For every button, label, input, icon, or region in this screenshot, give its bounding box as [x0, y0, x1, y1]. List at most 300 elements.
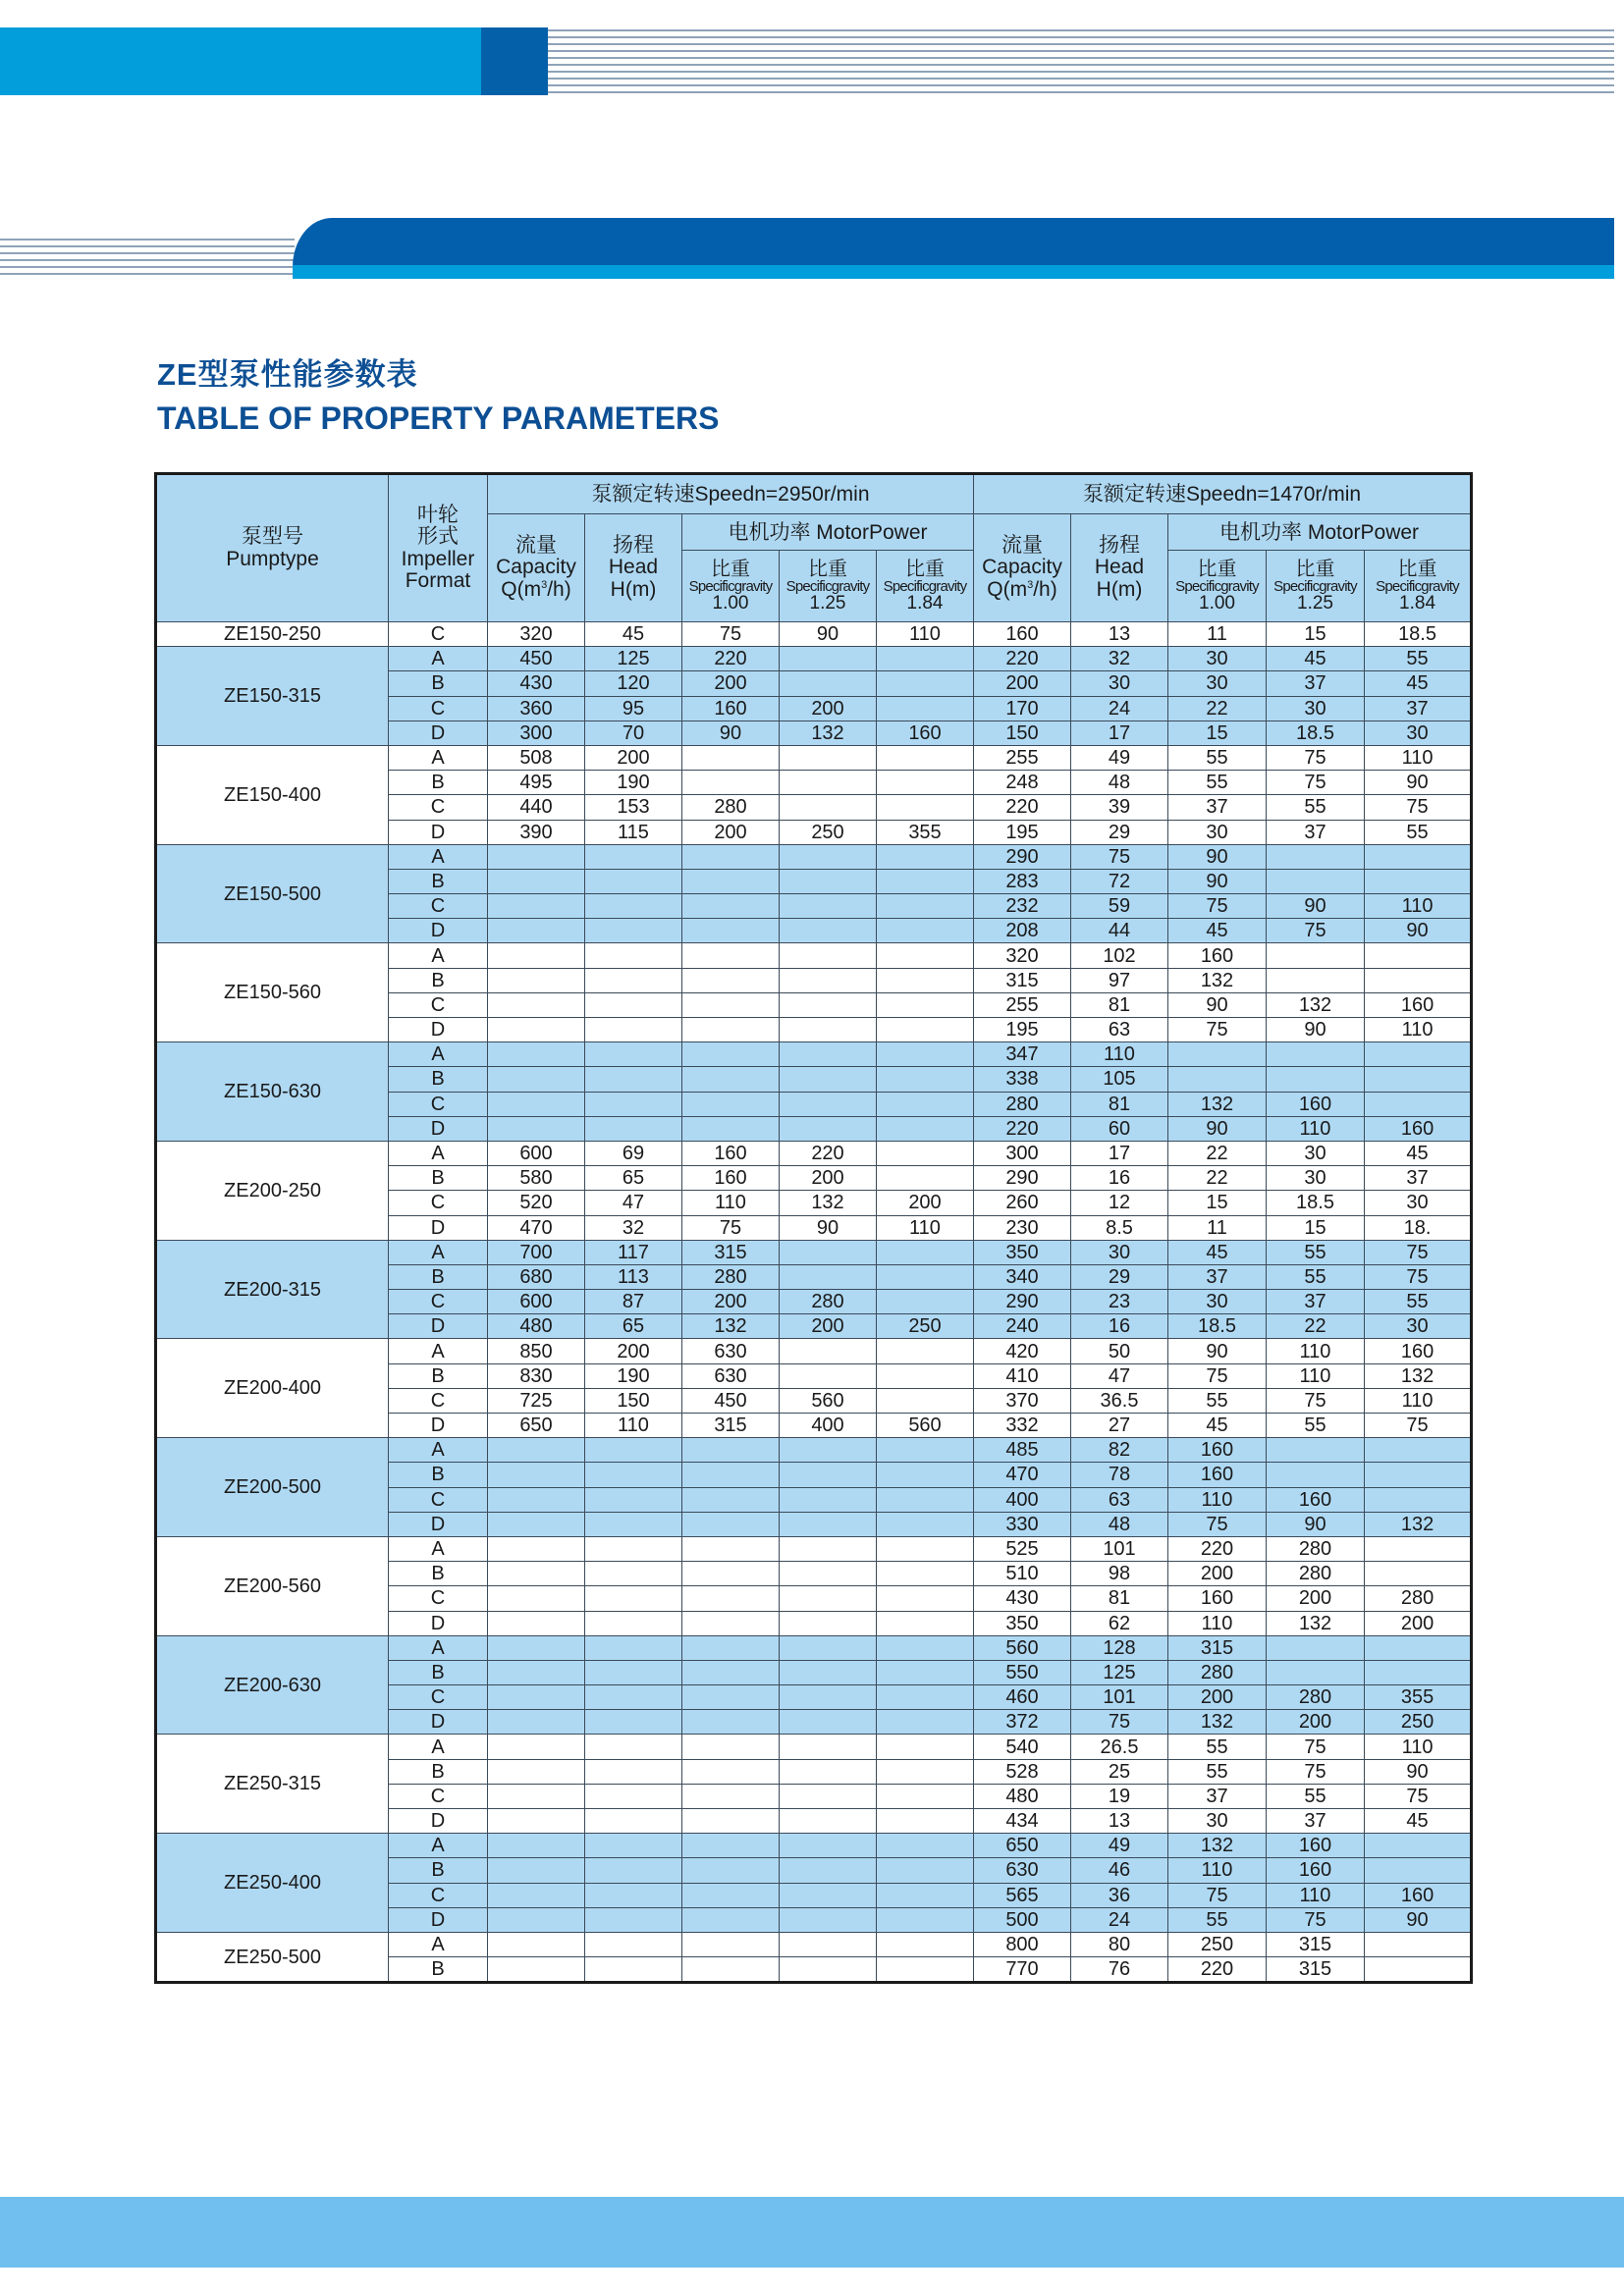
value-cell-p2b: 75	[1267, 1907, 1365, 1932]
value-cell-p1a: 280	[682, 795, 780, 820]
value-cell-p1c	[877, 696, 974, 721]
value-cell-q2: 370	[974, 1388, 1071, 1413]
value-cell-p2c: 200	[1365, 1611, 1472, 1635]
value-cell-q2: 232	[974, 894, 1071, 919]
value-cell-h1	[585, 1685, 682, 1710]
value-cell-h2: 32	[1071, 647, 1168, 671]
impeller-format-cell: C	[389, 1290, 488, 1314]
impeller-format-cell: A	[389, 1240, 488, 1264]
value-cell-p2b: 18.5	[1267, 721, 1365, 745]
value-cell-q2: 400	[974, 1487, 1071, 1512]
value-cell-p2b: 315	[1267, 1932, 1365, 1956]
value-cell-p2a: 18.5	[1168, 1314, 1267, 1339]
value-cell-h2: 81	[1071, 1586, 1168, 1611]
impeller-format-cell: B	[389, 1067, 488, 1092]
value-cell-h2: 80	[1071, 1932, 1168, 1956]
value-cell-h1	[585, 1067, 682, 1092]
value-cell-p2b: 22	[1267, 1314, 1365, 1339]
value-cell-p2b	[1267, 1042, 1365, 1067]
value-cell-p1a	[682, 1834, 780, 1858]
value-cell-p2b: 37	[1267, 1290, 1365, 1314]
value-cell-p1a	[682, 1635, 780, 1660]
value-cell-p2c: 160	[1365, 1883, 1472, 1907]
value-cell-q1	[488, 1635, 585, 1660]
value-cell-p1c	[877, 1092, 974, 1116]
value-cell-q1	[488, 992, 585, 1017]
value-cell-h1: 70	[585, 721, 682, 745]
value-cell-p1c	[877, 771, 974, 795]
header-sg-2950-3: 比重 Specificgravity 1.84	[877, 551, 974, 622]
value-cell-p2c	[1365, 1635, 1472, 1660]
impeller-format-cell: B	[389, 1264, 488, 1289]
value-cell-h2: 78	[1071, 1463, 1168, 1487]
value-cell-p1b	[780, 1784, 877, 1808]
value-cell-h2: 16	[1071, 1166, 1168, 1191]
value-cell-h1: 153	[585, 795, 682, 820]
value-cell-p1a	[682, 844, 780, 869]
value-cell-q2: 290	[974, 1166, 1071, 1191]
value-cell-p2b	[1267, 1463, 1365, 1487]
impeller-format-cell: B	[389, 1957, 488, 1983]
property-parameters-table	[154, 472, 1473, 1984]
value-cell-p1b	[780, 869, 877, 893]
value-cell-q2: 195	[974, 820, 1071, 844]
value-cell-p1b: 132	[780, 721, 877, 745]
value-cell-q1: 600	[488, 1141, 585, 1165]
value-cell-p1a	[682, 1883, 780, 1907]
value-cell-h2: 97	[1071, 968, 1168, 992]
value-cell-p1a	[682, 1018, 780, 1042]
value-cell-p2a: 37	[1168, 1264, 1267, 1289]
impeller-format-cell: D	[389, 721, 488, 745]
value-cell-h2: 13	[1071, 1809, 1168, 1834]
header-sg-2950-2: 比重 Specificgravity 1.25	[780, 551, 877, 622]
value-cell-q2: 560	[974, 1635, 1071, 1660]
value-cell-p1c	[877, 1487, 974, 1512]
value-cell-q1	[488, 1512, 585, 1536]
value-cell-h1: 110	[585, 1414, 682, 1438]
value-cell-q1	[488, 919, 585, 943]
value-cell-q1: 650	[488, 1414, 585, 1438]
value-cell-h2: 17	[1071, 1141, 1168, 1165]
value-cell-p2c: 45	[1365, 1141, 1472, 1165]
value-cell-q1	[488, 1042, 585, 1067]
value-cell-h1: 32	[585, 1215, 682, 1240]
value-cell-q2: 460	[974, 1685, 1071, 1710]
value-cell-p1a	[682, 1932, 780, 1956]
value-cell-p1c	[877, 1562, 974, 1586]
value-cell-p2b: 280	[1267, 1562, 1365, 1586]
value-cell-p1a: 630	[682, 1339, 780, 1363]
value-cell-p2b: 55	[1267, 1264, 1365, 1289]
value-cell-p2a: 22	[1168, 696, 1267, 721]
value-cell-p2b: 200	[1267, 1586, 1365, 1611]
value-cell-p1b	[780, 795, 877, 820]
value-cell-q2: 300	[974, 1141, 1071, 1165]
value-cell-p1a: 200	[682, 820, 780, 844]
value-cell-p1a	[682, 1710, 780, 1735]
value-cell-p2b: 75	[1267, 1388, 1365, 1413]
impeller-format-cell: C	[389, 1883, 488, 1907]
value-cell-p2c: 132	[1365, 1363, 1472, 1388]
value-cell-p2b	[1267, 1067, 1365, 1092]
value-cell-q2: 283	[974, 869, 1071, 893]
header-banner-light	[0, 27, 481, 95]
value-cell-p1a	[682, 1660, 780, 1684]
value-cell-p1c: 110	[877, 622, 974, 647]
value-cell-p2b: 30	[1267, 1166, 1365, 1191]
value-cell-p1a: 630	[682, 1363, 780, 1388]
value-cell-p2b: 37	[1267, 820, 1365, 844]
value-cell-p2c	[1365, 943, 1472, 968]
value-cell-p2b: 75	[1267, 1759, 1365, 1784]
pump-model-cell: ZE250-315	[156, 1735, 389, 1834]
value-cell-p1b	[780, 1883, 877, 1907]
header-sg-1470-3: 比重 Specificgravity 1.84	[1365, 551, 1472, 622]
value-cell-q1	[488, 1536, 585, 1561]
value-cell-q2: 565	[974, 1883, 1071, 1907]
value-cell-p1a	[682, 1611, 780, 1635]
value-cell-h1	[585, 1586, 682, 1611]
value-cell-p2b: 110	[1267, 1883, 1365, 1907]
value-cell-p1c	[877, 1463, 974, 1487]
value-cell-p1a: 160	[682, 696, 780, 721]
value-cell-p2b	[1267, 869, 1365, 893]
value-cell-h2: 39	[1071, 795, 1168, 820]
header-motorpower-2950: 电机功率 MotorPower	[682, 514, 974, 551]
value-cell-p2b: 280	[1267, 1536, 1365, 1561]
value-cell-p2a: 110	[1168, 1611, 1267, 1635]
impeller-format-cell: D	[389, 1215, 488, 1240]
header-speed-1470: 泵额定转速Speedn=1470r/min	[974, 474, 1472, 514]
table-row	[156, 1339, 1472, 1363]
value-cell-q1: 680	[488, 1264, 585, 1289]
impeller-format-cell: B	[389, 771, 488, 795]
value-cell-p2b: 315	[1267, 1957, 1365, 1983]
impeller-format-cell: B	[389, 1363, 488, 1388]
value-cell-q1	[488, 1018, 585, 1042]
value-cell-h2: 82	[1071, 1438, 1168, 1463]
value-cell-h2: 29	[1071, 820, 1168, 844]
value-cell-p2c	[1365, 1957, 1472, 1983]
value-cell-p1a	[682, 1735, 780, 1759]
value-cell-h2: 26.5	[1071, 1735, 1168, 1759]
value-cell-p1c	[877, 1438, 974, 1463]
value-cell-p2b: 15	[1267, 1215, 1365, 1240]
value-cell-h1	[585, 1932, 682, 1956]
value-cell-p2b: 18.5	[1267, 1191, 1365, 1215]
value-cell-h2: 60	[1071, 1116, 1168, 1141]
value-cell-p1b	[780, 1512, 877, 1536]
value-cell-q1	[488, 869, 585, 893]
value-cell-h1: 117	[585, 1240, 682, 1264]
value-cell-p1a	[682, 1562, 780, 1586]
value-cell-h1	[585, 1463, 682, 1487]
value-cell-p2c	[1365, 844, 1472, 869]
header-stripes	[548, 29, 1614, 94]
value-cell-p2a: 45	[1168, 1240, 1267, 1264]
value-cell-p1b	[780, 1957, 877, 1983]
value-cell-h2: 72	[1071, 869, 1168, 893]
value-cell-q1	[488, 1784, 585, 1808]
value-cell-q1	[488, 1463, 585, 1487]
value-cell-p2a: 75	[1168, 1883, 1267, 1907]
impeller-format-cell: D	[389, 1512, 488, 1536]
value-cell-h2: 17	[1071, 721, 1168, 745]
pump-model-cell: ZE200-560	[156, 1536, 389, 1635]
header-head-2950: 扬程 Head H(m)	[585, 514, 682, 622]
value-cell-p1b	[780, 1858, 877, 1883]
table-row	[156, 1240, 1472, 1264]
value-cell-p1b	[780, 1759, 877, 1784]
value-cell-q2: 220	[974, 647, 1071, 671]
value-cell-p2a: 200	[1168, 1562, 1267, 1586]
value-cell-p2a: 132	[1168, 1092, 1267, 1116]
section-band-light	[293, 265, 1614, 279]
value-cell-p2c: 90	[1365, 771, 1472, 795]
value-cell-q2: 332	[974, 1414, 1071, 1438]
value-cell-h1	[585, 1858, 682, 1883]
value-cell-p2c: 355	[1365, 1685, 1472, 1710]
value-cell-q2: 315	[974, 968, 1071, 992]
value-cell-p2a: 55	[1168, 1907, 1267, 1932]
value-cell-p2a: 220	[1168, 1957, 1267, 1983]
value-cell-h2: 76	[1071, 1957, 1168, 1983]
value-cell-p1b	[780, 894, 877, 919]
value-cell-h2: 24	[1071, 1907, 1168, 1932]
value-cell-p2c	[1365, 968, 1472, 992]
page-title-cn: ZE型泵性能参数表	[157, 357, 418, 392]
impeller-format-cell: D	[389, 1809, 488, 1834]
value-cell-h1	[585, 869, 682, 893]
value-cell-h1: 200	[585, 745, 682, 770]
value-cell-p1b	[780, 943, 877, 968]
value-cell-h1	[585, 1438, 682, 1463]
value-cell-p1c	[877, 943, 974, 968]
impeller-format-cell: A	[389, 1932, 488, 1956]
value-cell-p2b: 132	[1267, 1611, 1365, 1635]
value-cell-p1a: 132	[682, 1314, 780, 1339]
value-cell-q1	[488, 1759, 585, 1784]
value-cell-p2a: 90	[1168, 869, 1267, 893]
value-cell-p1b	[780, 919, 877, 943]
pump-model-cell: ZE250-400	[156, 1834, 389, 1933]
value-cell-p1c	[877, 1339, 974, 1363]
value-cell-p1c	[877, 1290, 974, 1314]
pump-model-cell: ZE200-315	[156, 1240, 389, 1339]
value-cell-q1	[488, 1957, 585, 1983]
value-cell-p2a: 160	[1168, 1586, 1267, 1611]
value-cell-p1b	[780, 1240, 877, 1264]
impeller-format-cell: B	[389, 1166, 488, 1191]
table-row	[156, 647, 1472, 671]
value-cell-q1	[488, 1586, 585, 1611]
header-banner-dark	[481, 27, 548, 95]
value-cell-p1a	[682, 1858, 780, 1883]
value-cell-q2: 195	[974, 1018, 1071, 1042]
value-cell-p2a: 315	[1168, 1635, 1267, 1660]
value-cell-h2: 101	[1071, 1685, 1168, 1710]
pump-model-cell: ZE200-630	[156, 1635, 389, 1735]
header-impeller: 叶轮 形式 Impeller Format	[389, 474, 488, 622]
value-cell-p2a: 15	[1168, 721, 1267, 745]
value-cell-q2: 170	[974, 696, 1071, 721]
value-cell-p1a	[682, 1536, 780, 1561]
value-cell-p2a: 90	[1168, 992, 1267, 1017]
value-cell-h1	[585, 1883, 682, 1907]
value-cell-h2: 105	[1071, 1067, 1168, 1092]
value-cell-p1a	[682, 1067, 780, 1092]
value-cell-q2: 430	[974, 1586, 1071, 1611]
impeller-format-cell: D	[389, 1314, 488, 1339]
value-cell-p1b	[780, 1660, 877, 1684]
impeller-format-cell: A	[389, 1834, 488, 1858]
value-cell-p2c	[1365, 1092, 1472, 1116]
value-cell-p1b	[780, 1586, 877, 1611]
value-cell-q2: 230	[974, 1215, 1071, 1240]
value-cell-h2: 125	[1071, 1660, 1168, 1684]
value-cell-p2a: 132	[1168, 968, 1267, 992]
value-cell-q1	[488, 1932, 585, 1956]
value-cell-h2: 24	[1071, 696, 1168, 721]
impeller-format-cell: A	[389, 647, 488, 671]
impeller-format-cell: C	[389, 622, 488, 647]
value-cell-p2b	[1267, 968, 1365, 992]
value-cell-p1a: 315	[682, 1414, 780, 1438]
header-motorpower-1470: 电机功率 MotorPower	[1168, 514, 1472, 551]
value-cell-p1c	[877, 1363, 974, 1388]
value-cell-p2b	[1267, 1438, 1365, 1463]
value-cell-q2: 248	[974, 771, 1071, 795]
value-cell-p1c	[877, 1834, 974, 1858]
header-capacity-1470: 流量 Capacity $Q(m^3/h)$	[974, 514, 1071, 622]
value-cell-p2c: 90	[1365, 1759, 1472, 1784]
value-cell-p1a: 200	[682, 1290, 780, 1314]
value-cell-p1c	[877, 1512, 974, 1536]
impeller-format-cell: B	[389, 671, 488, 696]
value-cell-p2a: 55	[1168, 771, 1267, 795]
value-cell-q2: 510	[974, 1562, 1071, 1586]
value-cell-h1: 190	[585, 771, 682, 795]
value-cell-h2: 75	[1071, 844, 1168, 869]
value-cell-p1c	[877, 1907, 974, 1932]
value-cell-p1b	[780, 647, 877, 671]
value-cell-p2a: 37	[1168, 1784, 1267, 1808]
value-cell-p1a	[682, 1116, 780, 1141]
value-cell-p2a: 200	[1168, 1685, 1267, 1710]
value-cell-p2b: 90	[1267, 1018, 1365, 1042]
value-cell-p2c: 90	[1365, 919, 1472, 943]
value-cell-q1: 430	[488, 671, 585, 696]
value-cell-p1a	[682, 869, 780, 893]
value-cell-p1a	[682, 1685, 780, 1710]
value-cell-p2b	[1267, 844, 1365, 869]
value-cell-h1: 47	[585, 1191, 682, 1215]
value-cell-p1c	[877, 671, 974, 696]
header-sg-1470-2: 比重 Specificgravity 1.25	[1267, 551, 1365, 622]
value-cell-p2a: 30	[1168, 1290, 1267, 1314]
value-cell-p2a: 132	[1168, 1710, 1267, 1735]
impeller-format-cell: C	[389, 795, 488, 820]
value-cell-p1a	[682, 1512, 780, 1536]
value-cell-h2: 12	[1071, 1191, 1168, 1215]
value-cell-q2: 500	[974, 1907, 1071, 1932]
value-cell-h2: 29	[1071, 1264, 1168, 1289]
value-cell-p2c: 30	[1365, 1314, 1472, 1339]
value-cell-h1	[585, 1957, 682, 1983]
impeller-format-cell: C	[389, 1487, 488, 1512]
value-cell-h1	[585, 1512, 682, 1536]
value-cell-p2c: 55	[1365, 647, 1472, 671]
value-cell-p1b	[780, 1463, 877, 1487]
value-cell-p2a: 55	[1168, 1759, 1267, 1784]
value-cell-h1	[585, 1042, 682, 1067]
value-cell-p1a	[682, 894, 780, 919]
impeller-format-cell: D	[389, 1611, 488, 1635]
value-cell-q1	[488, 1710, 585, 1735]
value-cell-h1	[585, 1562, 682, 1586]
value-cell-p1c	[877, 1858, 974, 1883]
value-cell-p1b	[780, 1611, 877, 1635]
value-cell-p1c	[877, 1018, 974, 1042]
value-cell-p1a	[682, 1487, 780, 1512]
value-cell-p1a: 280	[682, 1264, 780, 1289]
value-cell-p1a	[682, 968, 780, 992]
footer-band	[0, 2197, 1624, 2268]
value-cell-p1c	[877, 1141, 974, 1165]
value-cell-q2: 350	[974, 1611, 1071, 1635]
value-cell-p1b: 200	[780, 1166, 877, 1191]
value-cell-p1a	[682, 1759, 780, 1784]
value-cell-p1c	[877, 844, 974, 869]
impeller-format-cell: D	[389, 820, 488, 844]
value-cell-q2: 255	[974, 992, 1071, 1017]
impeller-format-cell: A	[389, 1339, 488, 1363]
value-cell-q2: 800	[974, 1932, 1071, 1956]
value-cell-q2: 220	[974, 1116, 1071, 1141]
value-cell-h2: 50	[1071, 1339, 1168, 1363]
value-cell-q1	[488, 1809, 585, 1834]
value-cell-p1b	[780, 1018, 877, 1042]
value-cell-q1: 300	[488, 721, 585, 745]
value-cell-p2c	[1365, 1067, 1472, 1092]
impeller-format-cell: B	[389, 1463, 488, 1487]
value-cell-q1: 508	[488, 745, 585, 770]
value-cell-p2c: 75	[1365, 1784, 1472, 1808]
value-cell-p1b: 560	[780, 1388, 877, 1413]
value-cell-p1c	[877, 1710, 974, 1735]
value-cell-p1a	[682, 1907, 780, 1932]
value-cell-q2: 528	[974, 1759, 1071, 1784]
value-cell-p1b	[780, 1536, 877, 1561]
value-cell-p2b: 37	[1267, 671, 1365, 696]
value-cell-p1c	[877, 919, 974, 943]
pump-model-cell: ZE150-315	[156, 647, 389, 746]
value-cell-p2b: 110	[1267, 1116, 1365, 1141]
value-cell-q1: 495	[488, 771, 585, 795]
value-cell-p2b: 15	[1267, 622, 1365, 647]
value-cell-h1	[585, 1735, 682, 1759]
value-cell-p2a: 160	[1168, 1438, 1267, 1463]
value-cell-h2: 49	[1071, 1834, 1168, 1858]
value-cell-h2: 48	[1071, 771, 1168, 795]
value-cell-q1: 320	[488, 622, 585, 647]
value-cell-q1: 600	[488, 1290, 585, 1314]
pump-model-cell: ZE200-500	[156, 1438, 389, 1537]
value-cell-h2: 30	[1071, 1240, 1168, 1264]
value-cell-p1b	[780, 1092, 877, 1116]
value-cell-p1a: 75	[682, 622, 780, 647]
